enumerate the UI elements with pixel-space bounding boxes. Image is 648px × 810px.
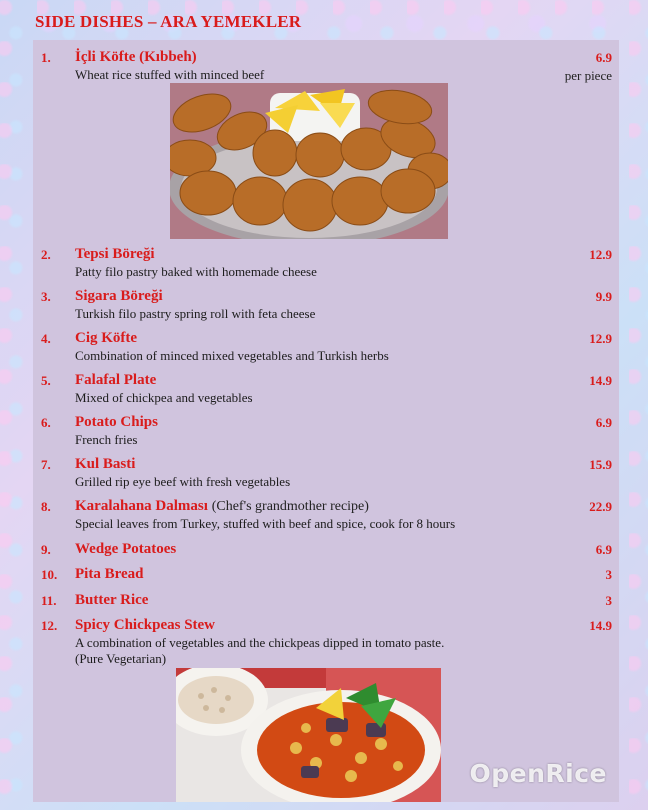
item-description-line: (Pure Vegetarian) [75, 651, 167, 666]
item-price: 22.9 [589, 499, 612, 514]
item-price: 6.9 [595, 542, 612, 557]
item-name: İçli Köfte (Kıbbeh) [75, 49, 197, 65]
item-number: 6. [41, 415, 51, 430]
item-description: Patty filo pastry baked with homemade cheese [75, 264, 317, 279]
item-price: 9.9 [595, 289, 612, 304]
item-number: 9. [41, 542, 51, 557]
item-price-unit: per piece [564, 68, 612, 83]
item-description-line: A combination of vegetables and the chickpeas dipped in tomato paste. [75, 635, 445, 650]
item-name: Pita Bread [75, 566, 144, 582]
item-number: 8. [41, 499, 51, 514]
item-name-text: Karalahana Dalması [75, 498, 208, 514]
item-name: Wedge Potatoes [75, 541, 177, 557]
item-name [75, 498, 369, 515]
item-price: 3 [605, 593, 612, 608]
item-price: 12.9 [589, 247, 612, 262]
item-number: 2. [41, 247, 51, 262]
item-description: Turkish filo pastry spring roll with feta cheese [75, 306, 316, 321]
item-number: 1. [41, 50, 51, 65]
item-description: Wheat rice stuffed with minced beef [75, 67, 265, 82]
item-description: Special leaves from Turkey, stuffed with beef and spice, cook for 8 hours [75, 516, 456, 531]
item-number: 5. [41, 373, 51, 388]
item-number: 4. [41, 331, 51, 346]
menu-panel [33, 40, 619, 802]
item-name: Tepsi Böreği [75, 246, 155, 262]
item-number: 10. [41, 567, 58, 582]
item-name: Kul Basti [75, 456, 136, 472]
item-name: Potato Chips [75, 414, 158, 430]
item-price: 12.9 [589, 331, 612, 346]
item-description: Combination of minced mixed vegetables and Turkish herbs [75, 348, 389, 363]
item-note: (Chef's grandmother recipe) [211, 499, 369, 514]
item-name: Falafal Plate [75, 372, 157, 388]
chickpea-stew-photo [176, 668, 441, 802]
item-name: Butter Rice [75, 592, 149, 608]
item-description: Grilled rip eye beef with fresh vegetables [75, 474, 291, 489]
item-price: 14.9 [589, 618, 612, 633]
item-description [75, 635, 545, 667]
item-number: 3. [41, 289, 51, 304]
page-title: SIDE DISHES – ARA YEMEKLER [35, 12, 302, 31]
item-description: Mixed of chickpea and vegetables [75, 390, 253, 405]
item-name: Spicy Chickpeas Stew [75, 617, 216, 633]
openrice-watermark: OpenRice [469, 759, 607, 788]
item-price: 15.9 [589, 457, 612, 472]
item-price: 3 [605, 567, 612, 582]
item-price: 6.9 [595, 50, 612, 65]
item-description: French fries [75, 432, 138, 447]
item-number: 7. [41, 457, 51, 472]
item-price: 6.9 [595, 415, 612, 430]
item-name: Sigara Böreği [75, 288, 163, 304]
item-price: 14.9 [589, 373, 612, 388]
item-number: 12. [41, 618, 58, 633]
kibbeh-photo [170, 83, 448, 239]
item-number: 11. [41, 593, 57, 608]
item-name: Cig Köfte [75, 330, 138, 346]
